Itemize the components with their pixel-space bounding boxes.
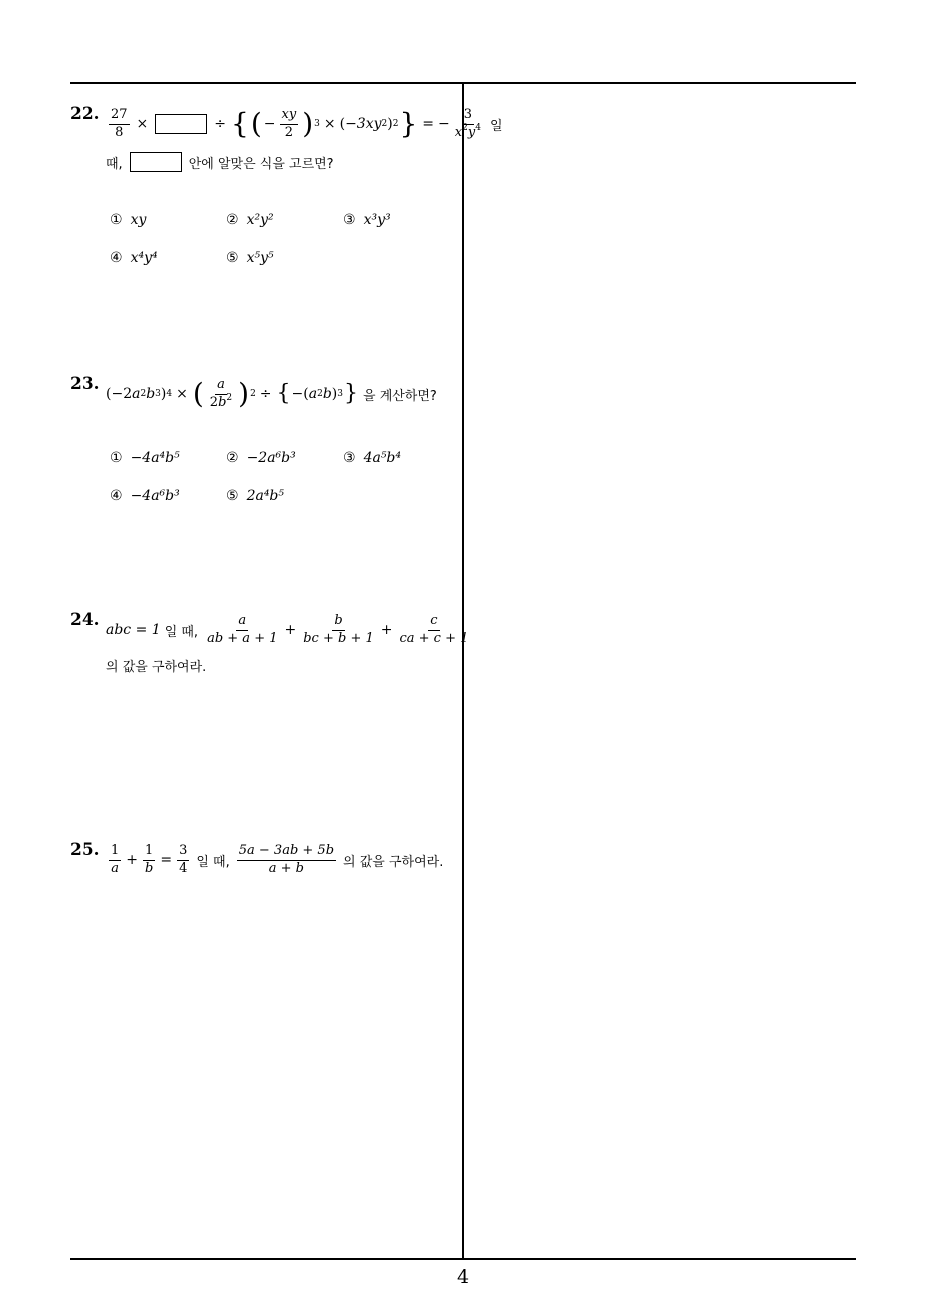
problem-number: 24. — [70, 610, 100, 630]
fraction-2: $\frac{b}{bc + b + 1}$ — [303, 612, 374, 646]
problem-equation: abc = 1 일 때, $\frac{a}{ab + a + 1}$ + $\frac{b}{bc + b + 1}$ + $\frac{c}{ca + c + 1}$ — [106, 612, 469, 646]
problem-equation: $\frac{1}{a}$ + $\frac{1}{b}$ = $\frac{3}{4}$ 일 때, $\frac{5a - 3ab + 5b}{a + b}$ 의 값을 구하여라. — [111, 842, 444, 876]
problem-23 — [70, 374, 460, 514]
problem-number: 22. — [70, 104, 100, 124]
choice-4[interactable]: ④ x⁴y⁴ — [110, 250, 158, 266]
problem-22 — [70, 104, 503, 284]
fraction-expression: $\frac{5a - 3ab + 5b}{a + b}$ — [238, 842, 335, 876]
choice-2[interactable]: ② −2a⁶b³ — [226, 450, 296, 466]
fraction-27-8: $\frac{27}{8}$ — [111, 106, 128, 140]
fraction-3-4: $\frac{3}{4}$ — [179, 842, 188, 876]
problem-number: 25. — [70, 840, 100, 860]
answer-box — [155, 114, 207, 134]
choice-5[interactable]: ⑤ x⁵y⁵ — [226, 250, 274, 266]
choice-3[interactable]: ③ 4a⁵b⁴ — [343, 450, 402, 466]
choice-2[interactable]: ② x²y² — [226, 212, 274, 228]
fraction-a-2b2: $\frac{a}{2b^2}$ — [209, 376, 233, 410]
choice-5[interactable]: ⑤ 2a⁴b⁵ — [226, 488, 285, 504]
problem-question: 때, 안에 알맞은 식을 고르면? — [106, 150, 338, 174]
problem-25 — [70, 840, 460, 880]
choice-1[interactable]: ① xy — [110, 212, 147, 228]
problem-equation: $\frac{27}{8}$ × ÷ { ( − $\frac{xy}{2}$ ) 3 × ( −3xy 2 ) 2 } = − $\frac{3}{x^2y^4}$ 일 — [111, 106, 503, 140]
choice-1[interactable]: ① −4a⁴b⁵ — [110, 450, 180, 466]
problem-equation: (−2 a 2 b 3 ) 4 × ( $\frac{a}{2b^2}$ ) 2 ÷ { −( a 2 b ) 3 } 을 계산하면? — [106, 376, 437, 410]
fraction-3: $\frac{c}{ca + c + 1}$ — [399, 612, 469, 646]
bottom-rule — [70, 1258, 856, 1260]
column-divider — [462, 82, 464, 1259]
answer-box-ref — [130, 152, 182, 172]
fraction-result: $\frac{3}{x^2y^4}$ — [454, 106, 481, 140]
page-number: 4 — [456, 1266, 470, 1288]
fraction-1-a: $\frac{1}{a}$ — [111, 842, 120, 876]
problem-question: 의 값을 구하여라. — [106, 659, 207, 675]
problem-number: 23. — [70, 374, 100, 394]
choice-4[interactable]: ④ −4a⁶b³ — [110, 488, 180, 504]
fraction-1: $\frac{a}{ab + a + 1}$ — [207, 612, 278, 646]
choice-3[interactable]: ③ x³y³ — [343, 212, 391, 228]
fraction-1-b: $\frac{1}{b}$ — [145, 842, 154, 876]
fraction-xy-2: $\frac{xy}{2}$ — [281, 106, 297, 140]
problem-24 — [70, 610, 469, 680]
